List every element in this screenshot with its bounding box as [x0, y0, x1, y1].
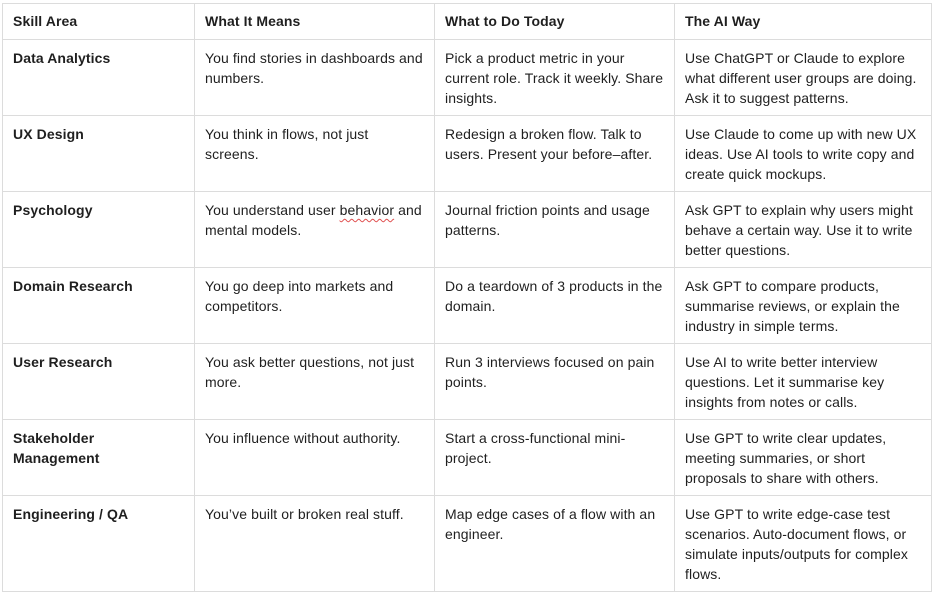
today-cell: Do a teardown of 3 products in the domain.: [435, 268, 675, 344]
skills-table-container: [2, 3, 931, 592]
ai-cell: Use AI to write better interview questions. Let it summarise key insights from notes or calls.: [675, 344, 932, 420]
table-row: [3, 344, 932, 420]
skill-cell: Engineering / QA: [3, 496, 195, 592]
today-cell: Redesign a broken flow. Talk to users. Present your before–after.: [435, 116, 675, 192]
today-cell: Journal friction points and usage patterns.: [435, 192, 675, 268]
table-row: [3, 192, 932, 268]
means-text-start: You understand user: [205, 202, 340, 218]
table-row: [3, 40, 932, 116]
skills-table: [2, 3, 932, 592]
skill-cell: User Research: [3, 344, 195, 420]
header-skill-area: Skill Area: [3, 4, 195, 40]
means-cell: [195, 192, 435, 268]
skill-cell: UX Design: [3, 116, 195, 192]
table-row: [3, 420, 932, 496]
skill-cell: Stakeholder Management: [3, 420, 195, 496]
header-what-it-means: What It Means: [195, 4, 435, 40]
header-what-to-do-today: What to Do Today: [435, 4, 675, 40]
today-cell: Map edge cases of a flow with an engineer.: [435, 496, 675, 592]
means-cell: You go deep into markets and competitors.: [195, 268, 435, 344]
today-cell: Start a cross-functional mini-project.: [435, 420, 675, 496]
header-the-ai-way: The AI Way: [675, 4, 932, 40]
skill-cell: Domain Research: [3, 268, 195, 344]
header-row: [3, 4, 932, 40]
means-cell: You think in flows, not just screens.: [195, 116, 435, 192]
ai-cell: Ask GPT to compare products, summarise reviews, or explain the industry in simple terms.: [675, 268, 932, 344]
table-row: [3, 268, 932, 344]
skill-cell: Psychology: [3, 192, 195, 268]
means-cell: You influence without authority.: [195, 420, 435, 496]
ai-cell: Ask GPT to explain why users might behave a certain way. Use it to write better questions.: [675, 192, 932, 268]
means-cell: You find stories in dashboards and numbers.: [195, 40, 435, 116]
means-text-end: and mental models.: [205, 202, 422, 238]
skill-cell: Data Analytics: [3, 40, 195, 116]
table-row: [3, 496, 932, 592]
means-cell: You ask better questions, not just more.: [195, 344, 435, 420]
spellcheck-flagged-word[interactable]: behavior: [339, 202, 395, 218]
ai-cell: Use GPT to write edge-case test scenarios. Auto-document flows, or simulate inputs/outputs for complex flows.: [675, 496, 932, 592]
ai-cell: Use GPT to write clear updates, meeting summaries, or short proposals to share with others.: [675, 420, 932, 496]
today-cell: Run 3 interviews focused on pain points.: [435, 344, 675, 420]
ai-cell: Use ChatGPT or Claude to explore what different user groups are doing. Ask it to suggest patterns.: [675, 40, 932, 116]
ai-cell: Use Claude to come up with new UX ideas. Use AI tools to write copy and create quick mockups.: [675, 116, 932, 192]
today-cell: Pick a product metric in your current role. Track it weekly. Share insights.: [435, 40, 675, 116]
table-row: [3, 116, 932, 192]
means-cell: You’ve built or broken real stuff.: [195, 496, 435, 592]
